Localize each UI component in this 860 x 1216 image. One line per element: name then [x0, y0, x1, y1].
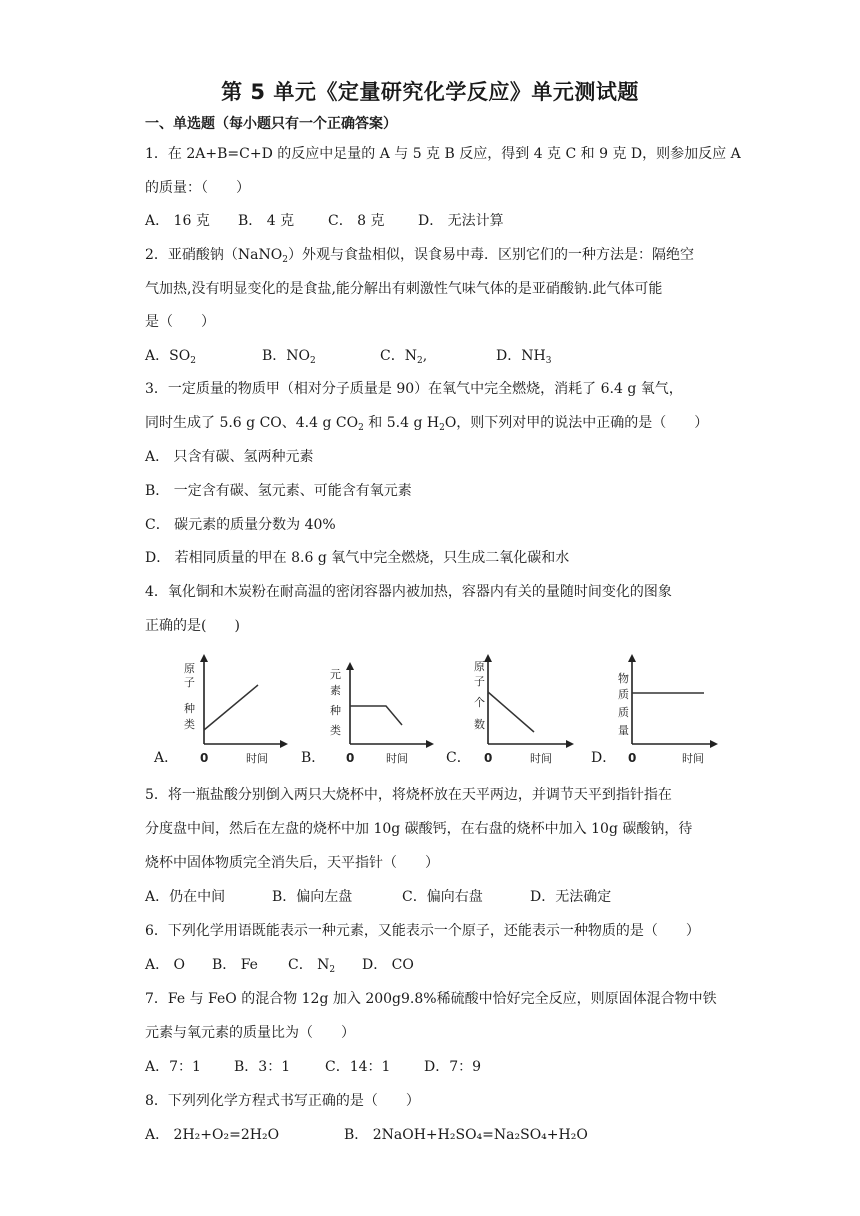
q7-text-line2: 元素与氧元素的质量比为（ ） — [145, 1025, 355, 1041]
q1-option-b: B． 4 克 — [238, 213, 295, 229]
origin-label: 0 — [346, 751, 355, 765]
q6-option-d: D． CO — [362, 957, 414, 973]
y-label-char: 类 — [184, 718, 195, 731]
x-axis-arrow — [566, 740, 574, 748]
y-axis-arrow — [346, 662, 354, 670]
page-title: 第 5 单元《定量研究化学反应》单元测试题 — [221, 80, 639, 104]
q3-text-line1: 3．一定质量的物质甲（相对分子质量是 90）在氧气中完全燃烧，消耗了 6.4 g 氧气， — [145, 381, 683, 397]
y-label-char: 素 — [330, 684, 341, 697]
q3-option-a: A． 只含有碳、氢两种元素 — [145, 449, 314, 465]
q6-option-c: C． $N_2$ — [288, 957, 336, 975]
origin-label: 0 — [200, 751, 209, 765]
q4-graph-d-label: D． — [591, 750, 617, 766]
y-label-char: 数 — [474, 718, 485, 731]
q1-text-line2: 的质量：（ ） — [145, 180, 250, 196]
q6-option-b: B． Fe — [212, 957, 258, 973]
x-axis-arrow — [426, 740, 434, 748]
y-axis-arrow — [200, 654, 208, 662]
y-label-char: 子 — [184, 676, 195, 689]
y-label-char: 类 — [330, 724, 341, 737]
y-label-char: 子 — [474, 675, 485, 688]
y-label-char: 物 — [618, 672, 629, 685]
q6-option-a: A． O — [145, 957, 186, 973]
q5-option-d: D．无法确定 — [530, 889, 612, 905]
q4-graph-d — [600, 652, 722, 770]
q5-text-line3: 烧杯中固体物质完全消失后，天平指针（ ） — [145, 855, 439, 871]
q4-graph-c-label: C． — [446, 750, 471, 766]
q4-graph-b-label: B． — [301, 750, 326, 766]
origin-label: 0 — [628, 751, 637, 765]
q7-option-b: B．3：1 — [234, 1059, 291, 1075]
q3-option-c: C． 碳元素的质量分数为 40% — [145, 517, 336, 533]
q1-text-line1: 1．在 2A+B=C+D 的反应中足量的 A 与 5 克 B 反应，得到 4 克 C 和 9 克 D，则参加反应 A — [145, 146, 741, 162]
q1-option-a: A． 16 克 — [145, 213, 210, 229]
q3-option-b: B． 一定含有碳、氢元素、可能含有氧元素 — [145, 483, 412, 499]
section-heading: 一、单选题（每小题只有一个正确答案） — [145, 116, 397, 132]
q2-option-c: C．$N_2$, — [380, 348, 428, 366]
y-axis-arrow — [628, 654, 636, 662]
x-axis-arrow — [710, 740, 718, 748]
graph-line — [488, 692, 534, 732]
q2-text-line1: 2．亚硝酸钠（NaNO$_2$）外观与食盐相似，误食易中毒．区别它们的一种方法是：隔绝空 — [145, 247, 694, 265]
q7-option-c: C．14：1 — [325, 1059, 391, 1075]
y-label-char: 质 — [618, 688, 629, 701]
y-label-char: 质 — [618, 706, 629, 719]
q1-option-d: D． 无法计算 — [418, 213, 504, 229]
q7-option-a: A．7：1 — [145, 1059, 201, 1075]
y-label-char: 种 — [184, 702, 195, 715]
x-label: 时间 — [386, 752, 408, 765]
y-label-char: 个 — [474, 696, 485, 709]
q2-option-b: B．$NO_2$ — [262, 348, 316, 366]
q4-graph-a — [172, 652, 292, 770]
q8-text-line1: 8．下列列化学方程式书写正确的是（ ） — [145, 1093, 420, 1109]
q2-text-line2: 气加热,没有明显变化的是食盐,能分解出有刺激性气味气体的是亚硝酸钠.此气体可能 — [145, 281, 663, 297]
x-label: 时间 — [246, 752, 268, 765]
q5-text-line1: 5．将一瓶盐酸分别倒入两只大烧杯中，将烧杯放在天平两边，并调节天平到指针指在 — [145, 787, 672, 803]
q2-option-d: D．$NH_3$ — [496, 348, 552, 366]
q4-text-line2: 正确的是( ) — [145, 618, 240, 634]
q4-graph-b — [318, 652, 438, 770]
x-axis-arrow — [280, 740, 288, 748]
q3-text-line2: 同时生成了 5.6 g CO、4.4 g $CO_2$ 和 5.4 g $H_2O$，则下列对甲的说法中正确的是（ ） — [145, 415, 709, 433]
x-label: 时间 — [682, 752, 704, 765]
q3-option-d: D． 若相同质量的甲在 8.6 g 氧气中完全燃烧，只生成二氧化碳和水 — [145, 550, 570, 566]
q8-option-b: B． 2NaOH+H₂SO₄=Na₂SO₄+H₂O — [344, 1127, 588, 1143]
q5-option-b: B．偏向左盘 — [272, 889, 353, 905]
q4-text-line1: 4．氧化铜和木炭粉在耐高温的密闭容器内被加热，容器内有关的量随时间变化的图象 — [145, 584, 672, 600]
q1-option-c: C． 8 克 — [328, 213, 385, 229]
y-axis-arrow — [484, 654, 492, 662]
q7-text-line1: 7．Fe 与 FeO 的混合物 12g 加入 200g9.8%稀硫酸中恰好完全反应，则原固体混合物中铁 — [145, 991, 717, 1007]
q6-text-line1: 6．下列化学用语既能表示一种元素，又能表示一个原子，还能表示一种物质的是（ ） — [145, 923, 700, 939]
graph-line — [350, 706, 402, 725]
y-label-char: 量 — [618, 724, 629, 737]
x-label: 时间 — [530, 752, 552, 765]
q5-text-line2: 分度盘中间，然后在左盘的烧杯中加 10g 碳酸钙，在右盘的烧杯中加入 10g 碳酸钠，待 — [145, 821, 693, 837]
q2-text-line3: 是（ ） — [145, 314, 215, 330]
q7-option-d: D．7：9 — [424, 1059, 482, 1075]
q8-option-a: A． 2H₂+O₂=2H₂O — [145, 1127, 280, 1143]
y-label-char: 种 — [330, 704, 341, 717]
q2-option-a: A．$SO_2$ — [145, 348, 196, 366]
q4-graph-c — [458, 652, 578, 770]
y-label-char: 原 — [474, 660, 485, 673]
y-label-char: 原 — [184, 662, 195, 675]
q5-option-c: C．偏向右盘 — [402, 889, 483, 905]
q5-option-a: A．仍在中间 — [145, 889, 226, 905]
q4-graph-a-label: A． — [154, 750, 179, 766]
origin-label: 0 — [484, 751, 493, 765]
graph-line — [204, 685, 258, 730]
y-label-char: 元 — [330, 668, 341, 681]
